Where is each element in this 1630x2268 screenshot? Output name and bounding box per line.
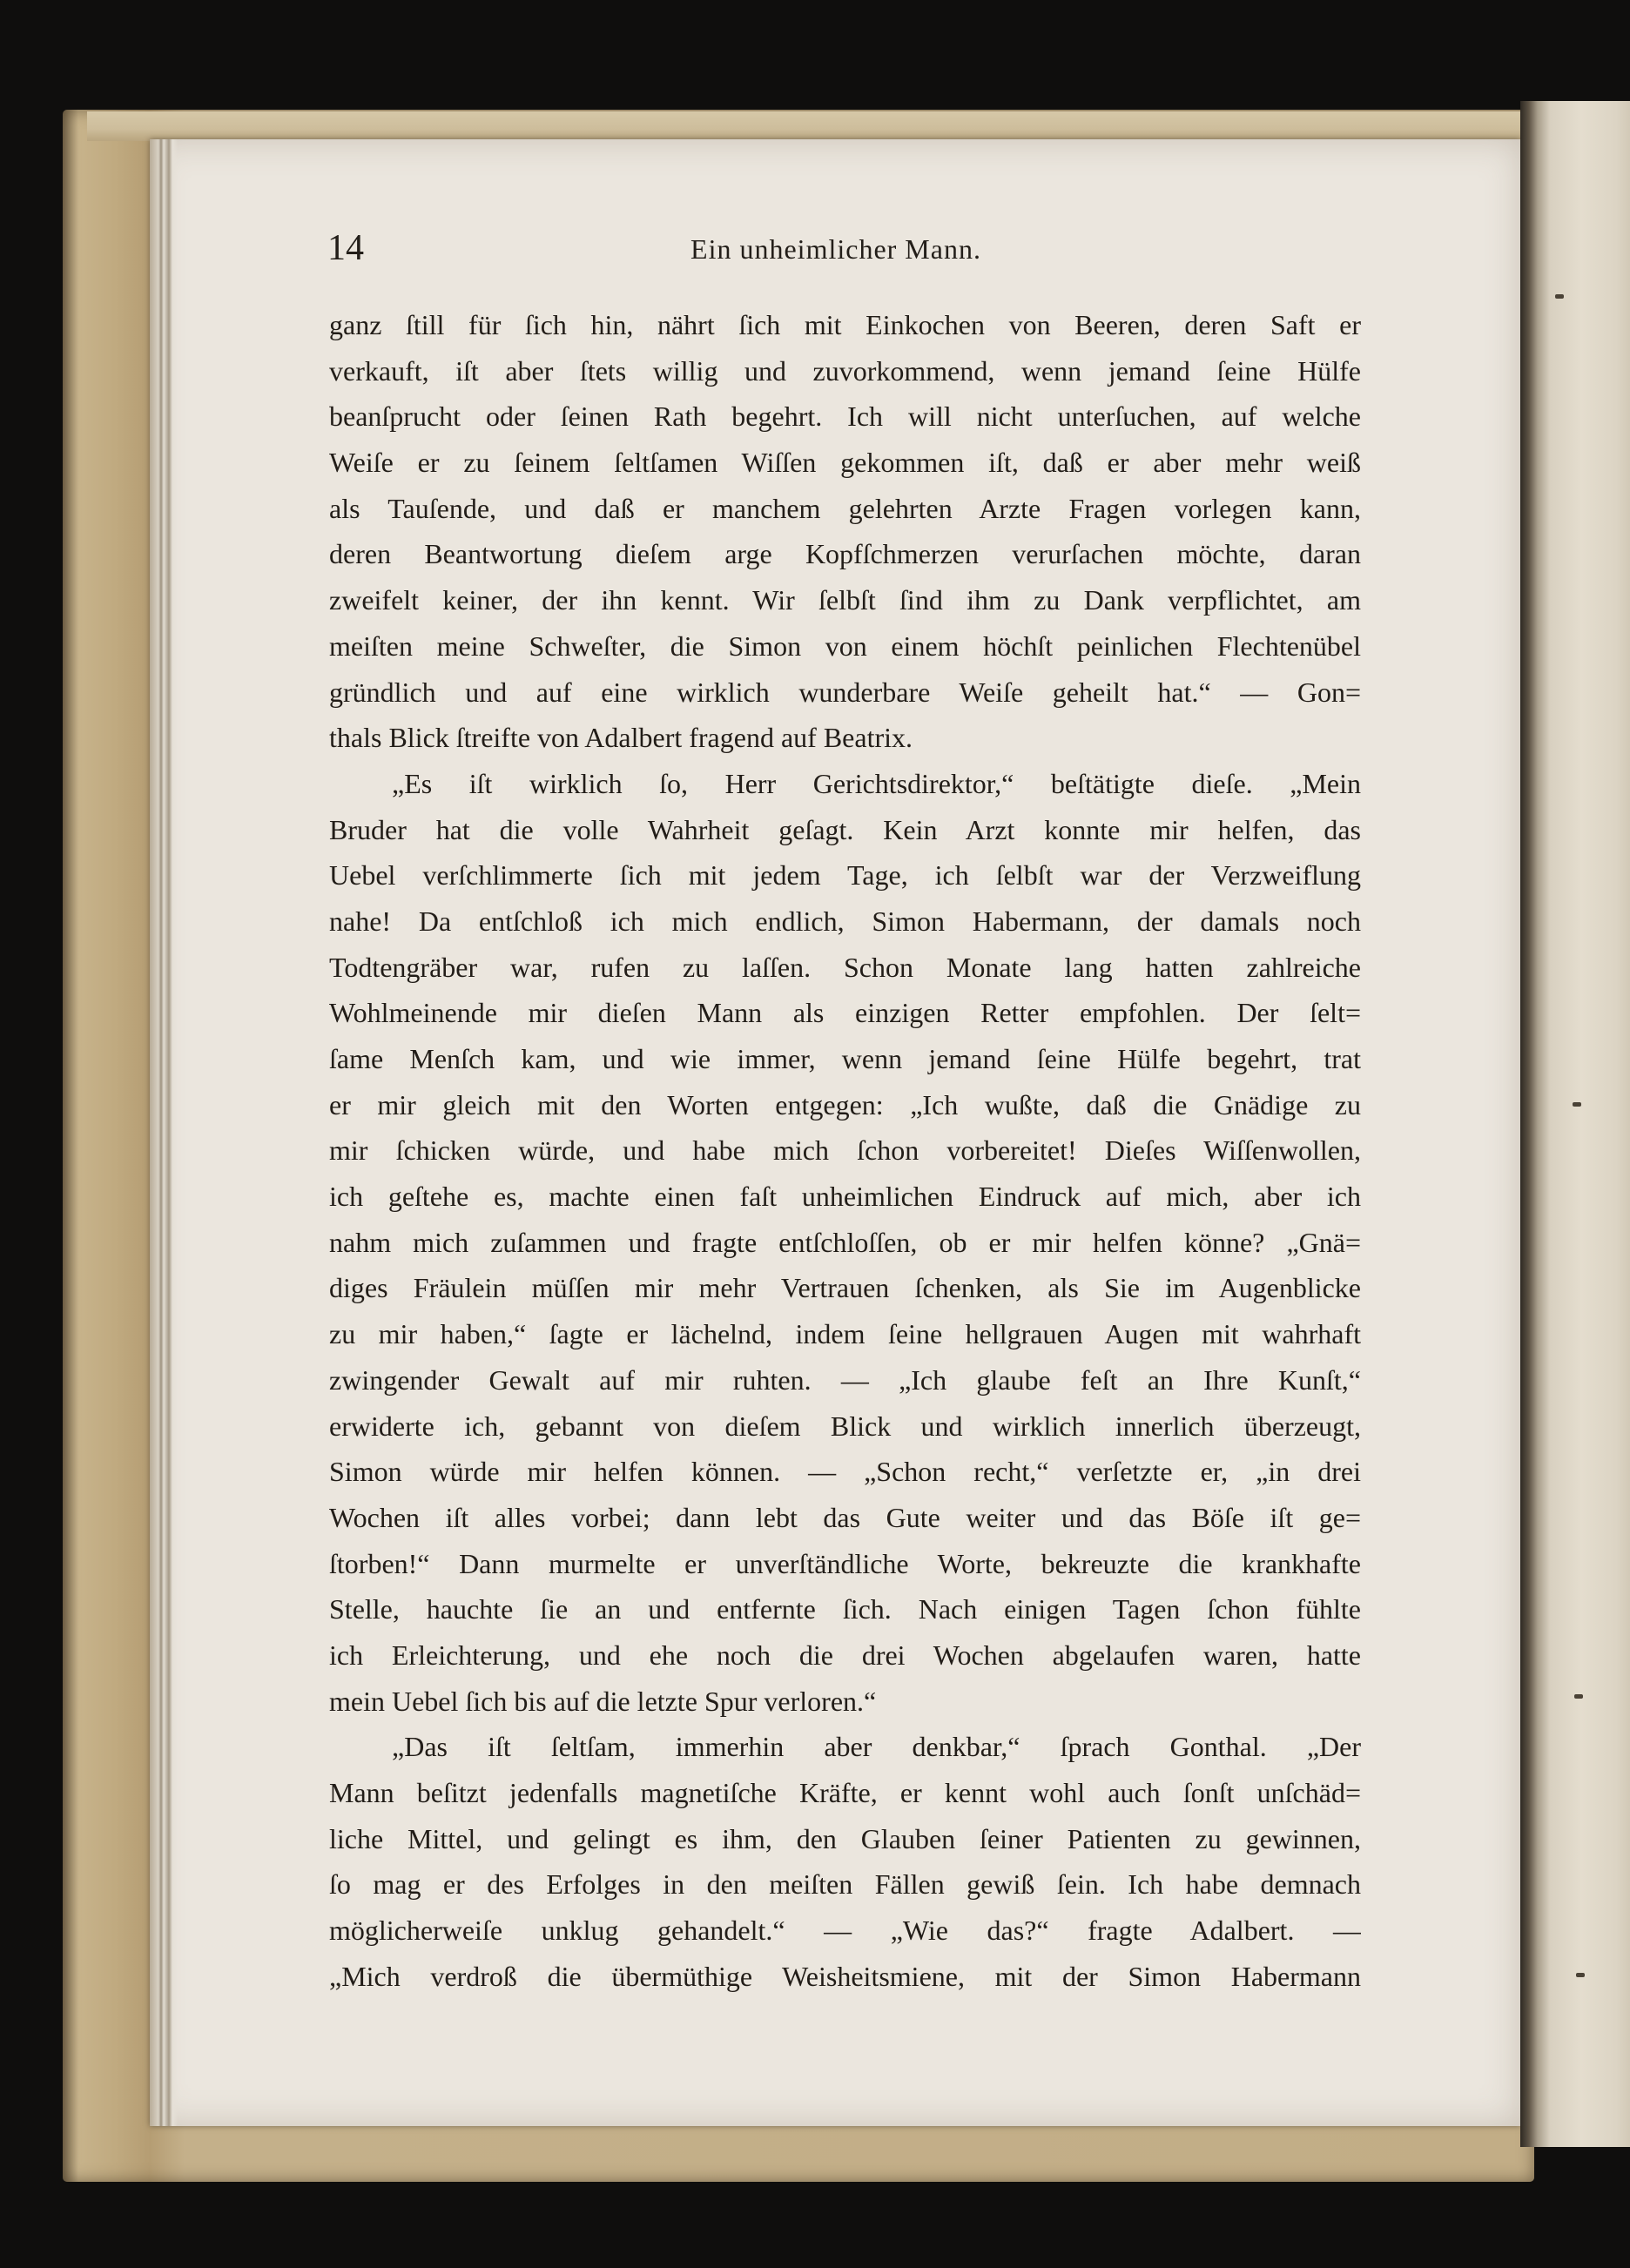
text-line: Simon würde mir helfen können. — „Schon recht,“ verſetzte er, „in drei xyxy=(329,1456,1361,1488)
text-line: liche Mittel, und gelingt es ihm, den Glauben ſeiner Patienten zu gewinnen, xyxy=(329,1822,1361,1854)
text-line: ich Erleichterung, und ehe noch die drei Wochen abgelaufen waren, hatte xyxy=(329,1639,1361,1671)
text-line: Uebel verſchlimmerte ſich mit jedem Tage, ich ſelbſt war der Verzweiflung xyxy=(329,859,1361,892)
page-number: 14 xyxy=(327,228,364,268)
text-line-paragraph-start: „Das iſt ſeltſam, immerhin aber denkbar,“ ſprach Gonthal. „Der xyxy=(392,1731,1361,1763)
text-line: diges Fräulein müſſen mir mehr Vertrauen ſchenken, als Sie im Augenblicke xyxy=(329,1272,1361,1304)
text-line: zu mir haben,“ ſagte er lächelnd, indem ſeine hellgrauen Augen mit wahrhaft xyxy=(329,1318,1361,1350)
text-line: „Mich verdroß die übermüthige Weisheitsmiene, mit der Simon Habermann xyxy=(329,1960,1361,1992)
text-line: Wochen iſt alles vorbei; dann lebt das Gute weiter und das Böſe iſt ge= xyxy=(329,1501,1361,1533)
text-line: meiſten meine Schweſter, die Simon von einem höchſt peinlichen Flechtenübel xyxy=(329,629,1361,662)
text-line: nahm mich zuſammen und fragte entſchloſſen, ob er mir helfen könne? „Gnä= xyxy=(329,1226,1361,1258)
text-line: ganz ſtill für ſich hin, nährt ſich mit Einkochen von Beeren, deren Saft er xyxy=(329,309,1361,340)
text-line: Stelle, hauchte ſie an und entfernte ſich. Nach einigen Tagen ſchon fühlte xyxy=(329,1593,1361,1625)
text-line: ſtorben!“ Dann murmelte er unverſtändliche Worte, bekreuzte die krankhafte xyxy=(329,1547,1361,1579)
text-line: als Tauſende, und daß er manchem gelehrten Arzte Fragen vorlegen kann, xyxy=(329,492,1361,524)
text-line: er mir gleich mit den Worten entgegen: „Ich wußte, daß die Gnädige zu xyxy=(329,1088,1361,1121)
text-line: erwiderte ich, gebannt von dieſem Blick und wirklich innerlich überzeugt, xyxy=(329,1410,1361,1442)
text-line-paragraph-start: „Es iſt wirklich ſo, Herr Gerichtsdirektor,“ beſtätigte dieſe. „Mein xyxy=(392,767,1361,799)
text-line: deren Beantwortung dieſem arge Kopfſchmerzen verurſachen möchte, daran xyxy=(329,538,1361,570)
text-line: Wohlmeinende mir dieſen Mann als einzigen Retter empfohlen. Der ſelt= xyxy=(329,997,1361,1029)
page-binding-edge xyxy=(150,139,178,2126)
text-line: ſame Menſch kam, und wie immer, wenn jemand ſeine Hülfe begehrt, trat xyxy=(329,1043,1361,1074)
text-line: mir ſchicken würde, und habe mich ſchon vorbereitet! Dieſes Wiſſenwollen, xyxy=(329,1134,1361,1167)
text-line: gründlich und auf eine wirklich wunderbare Weiſe geheilt hat.“ — Gon= xyxy=(329,676,1361,708)
text-line: nahe! Da entſchloß ich mich endlich, Simon Habermann, der damals noch xyxy=(329,905,1361,937)
page-edge-mark xyxy=(1574,1694,1583,1699)
text-line: beanſprucht oder ſeinen Rath begehrt. Ich will nicht unterſuchen, auf welche xyxy=(329,400,1361,433)
page-edge-mark xyxy=(1573,1102,1581,1107)
text-line: ſo mag er des Erfolges in den meiſten Fällen gewiß ſein. Ich habe demnach xyxy=(329,1868,1361,1901)
facing-page-edge xyxy=(1520,101,1630,2147)
text-line: Weiſe er zu ſeinem ſeltſamen Wiſſen gekommen iſt, daß er aber mehr weiß xyxy=(329,447,1361,479)
text-line: Bruder hat die volle Wahrheit geſagt. Kein Arzt konnte mir helfen, das xyxy=(329,813,1361,845)
text-line: zwingender Gewalt auf mir ruhten. — „Ich glaube feſt an Ihre Kunſt,“ xyxy=(329,1363,1361,1396)
page-edge-mark xyxy=(1555,294,1564,299)
text-line-paragraph-end: mein Uebel ſich bis auf die letzte Spur verloren.“ xyxy=(329,1685,877,1717)
text-line: verkauft, iſt aber ſtets willig und zuvorkommend, wenn jemand ſeine Hülfe xyxy=(329,354,1361,387)
text-line-paragraph-end: thals Blick ſtreifte von Adalbert fragend auf Beatrix. xyxy=(329,722,913,754)
text-line: ich geſtehe es, machte einen faſt unheimlichen Eindruck auf mich, aber ich xyxy=(329,1181,1361,1213)
text-line: möglicherweiſe unklug gehandelt.“ — „Wie das?“ fragte Adalbert. — xyxy=(329,1915,1361,1947)
text-line: zweifelt keiner, der ihn kennt. Wir ſelbſt ſind ihm zu Dank verpflichtet, am xyxy=(329,584,1361,616)
text-line: Mann beſitzt jedenfalls magnetiſche Kräfte, er kennt wohl auch ſonſt unſchäd= xyxy=(329,1777,1361,1808)
book-cover-top-edge xyxy=(87,111,1524,141)
page-edge-mark xyxy=(1576,1973,1585,1977)
text-line: Todtengräber war, rufen zu laſſen. Schon Monate lang hatten zahlreiche xyxy=(329,951,1361,983)
body-text xyxy=(329,302,1361,1999)
running-title: Ein unheimlicher Mann. xyxy=(690,233,981,265)
